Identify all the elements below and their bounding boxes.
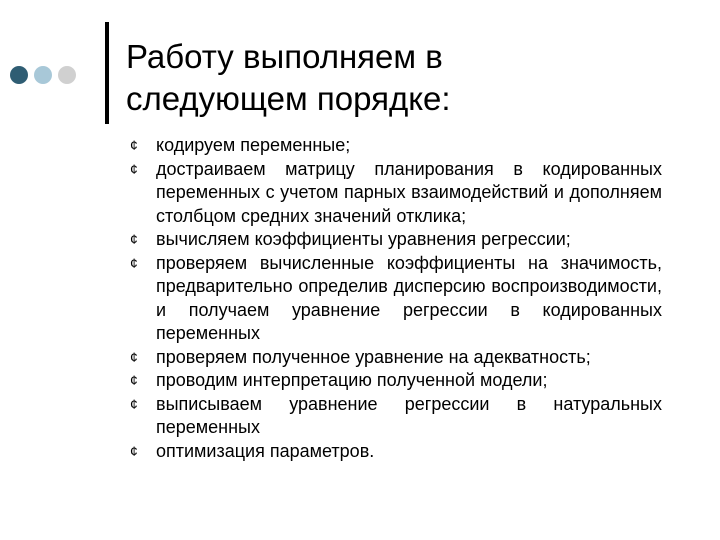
list-item-text: достраиваем матрицу планирования в кодированных переменных с учетом парных взаимодействий и дополняем столбцом средних значений отклика; <box>156 158 662 226</box>
list-item-text: проводим интерпретацию полученной модели; <box>156 370 548 390</box>
list-item <box>130 252 662 346</box>
ring-bullet-icon: ¢ <box>130 348 138 365</box>
ring-bullet-icon: ¢ <box>130 254 138 271</box>
list-item-text: выписываем уравнение регрессии в натуральных переменных <box>156 393 662 437</box>
title-line-2: следующем порядке: <box>126 80 451 117</box>
list-item-text: вычисляем коэффициенты уравнения регрессии; <box>156 229 571 249</box>
ring-bullet-icon: ¢ <box>130 395 138 412</box>
ring-bullet-icon: ¢ <box>130 137 138 153</box>
decorative-dots <box>10 64 82 86</box>
gray-dot-icon <box>58 66 76 84</box>
ring-bullet-icon: ¢ <box>130 231 138 247</box>
list-item-text: кодируем переменные; <box>156 135 351 155</box>
light-blue-dot-icon <box>34 66 52 84</box>
title-line-1: Работу выполняем в <box>126 38 443 75</box>
ring-bullet-icon: ¢ <box>130 372 138 388</box>
ring-bullet-icon: ¢ <box>130 160 138 177</box>
list-item-text: проверяем вычисленные коэффициенты на значимость, предварительно определив дисперсию воспроизводимости, и получаем уравнение регрессии в кодированных переменных <box>156 252 662 343</box>
list-item <box>130 346 662 370</box>
dark-dot-icon <box>10 66 28 84</box>
list-item <box>130 134 662 158</box>
list-item-text: проверяем полученное уравнение на адекватность; <box>156 346 591 367</box>
list-item <box>130 393 662 440</box>
slide-title <box>126 36 686 120</box>
list-item <box>130 369 662 393</box>
list-item <box>130 228 662 252</box>
list-item <box>130 440 662 464</box>
title-divider <box>105 22 109 124</box>
steps-list <box>130 134 662 463</box>
list-item <box>130 158 662 229</box>
list-item-text: оптимизация параметров. <box>156 440 375 461</box>
ring-bullet-icon: ¢ <box>130 442 138 459</box>
